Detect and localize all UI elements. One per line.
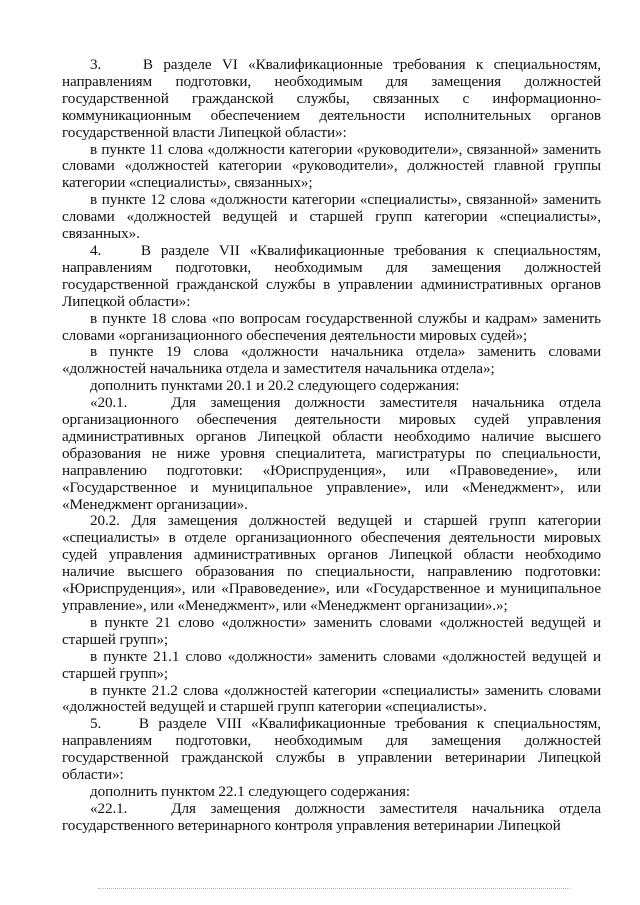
paragraph-point-11: в пункте 11 слова «должности категории «руководители», связанной» заменить словами «должностей категории «руководители», должностей главной группы категории «специалисты», связанных»;: [62, 140, 601, 192]
paragraph-point-21-1: в пункте 21.1 слово «должности» заменить словами «должностей ведущей и старшей групп»;: [62, 647, 601, 682]
paragraph-item-5: 5. В разделе VIII «Квалификационные требования к специальностям, направлениям подготовки, необходимым для замещения должностей государственной гражданской службы в управлении ветеринарии Липецкой области»:: [62, 715, 601, 784]
paragraph-point-19: в пункте 19 слова «должности начальника отдела» заменить словами «должностей начальника отдела и заместителя начальника отдела»;: [62, 343, 601, 378]
paragraph-point-21: в пункте 21 слово «должности» заменить словами «должностей ведущей и старшей групп»;: [62, 613, 601, 648]
paragraph-point-12: в пункте 12 слова «должности категории «специалисты», связанной» заменить словами «должностей ведущей и старшей групп категории «специалисты», связанных».: [62, 191, 601, 243]
paragraph-add-point-22-1: дополнить пунктом 22.1 следующего содержания:: [90, 782, 410, 800]
document-body: [62, 57, 601, 835]
scan-footer-line: [98, 888, 570, 889]
paragraph-point-18: в пункте 18 слова «по вопросам государственной службы и кадрам» заменить словами «организационного обеспечения деятельности мировых судей»;: [62, 309, 601, 344]
paragraph-item-4: 4. В разделе VII «Квалификационные требования к специальностям, направлениям подготовки, необходимым для замещения должностей государственной гражданской службы в управлении административных органов Липецкой области»:: [62, 241, 601, 310]
paragraph-point-22-1: «22.1. Для замещения должности заместителя начальника отдела государственного ветеринарного контроля управления ветеринарии Липецкой: [62, 799, 601, 834]
paragraph-add-points: дополнить пунктами 20.1 и 20.2 следующего содержания:: [90, 377, 460, 395]
paragraph-point-20-1: «20.1. Для замещения должности заместителя начальника отдела организационного обеспечения деятельности мировых судей управления административных органов Липецкой области необходимо наличие высшего образования не ниже уровня специалитета, магистратуры по специальности, направлению подготовки: «Юриспруденция», или «Правоведение», или «Государственное и муниципальное управление», или «Менеджмент», или «Менеджмент организации».: [62, 394, 601, 513]
paragraph-point-21-2: в пункте 21.2 слова «должностей категории «специалисты» заменить словами «должностей ведущей и старшей групп категории «специалисты».: [62, 681, 601, 716]
paragraph-point-20-2: 20.2. Для замещения должностей ведущей и старшей групп категории «специалисты» в отделе организационного обеспечения деятельности мировых судей управления административных органов Липецкой области необходимо наличие высшего образования по специальности, направлению подготовки: «Юриспруденция», или «Правоведение», или «Государственное и муниципальное управление», или «Менеджмент», или «Менеджмент организации».»;: [62, 512, 601, 614]
paragraph-item-3: 3. В разделе VI «Квалификационные требования к специальностям, направлениям подготовки, необходимым для замещения должностей государственной гражданской службы, связанных с информационно-коммуникационным обеспечением деятельности исполнительных органов государственной власти Липецкой области»:: [62, 56, 601, 141]
